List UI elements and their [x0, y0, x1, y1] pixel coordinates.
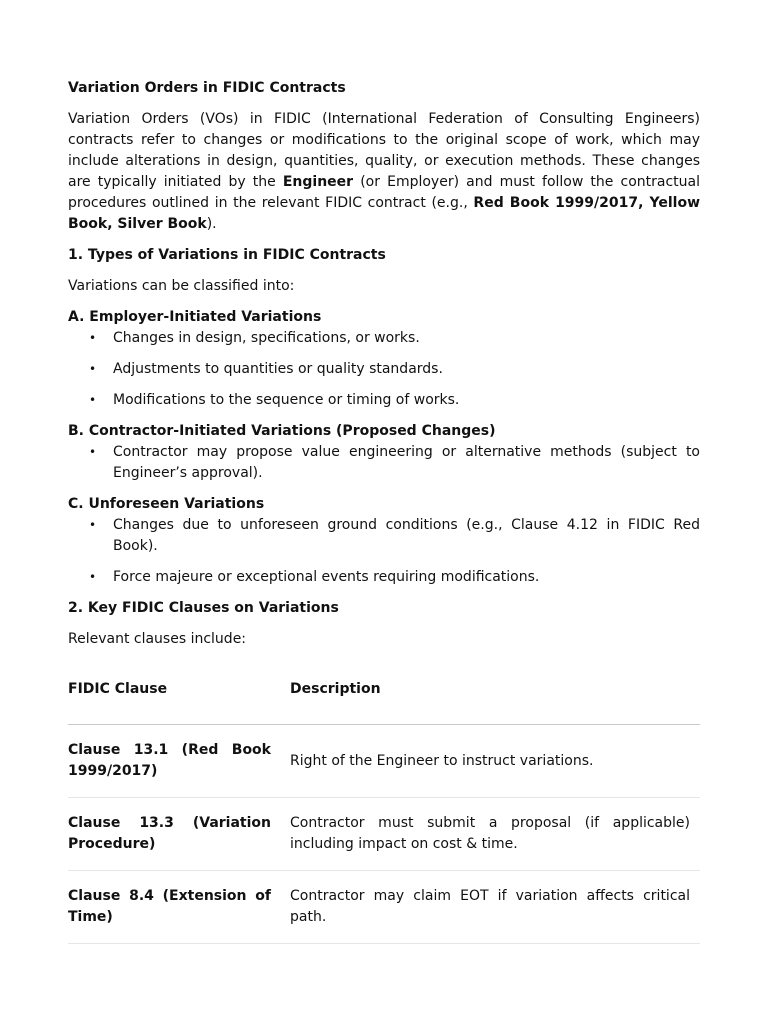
table-row: [68, 798, 700, 871]
list-item-text: Modifications to the sequence or timing of works.: [113, 392, 460, 408]
clause-cell: Clause 13.3 (Variation Procedure): [68, 798, 290, 871]
section-1-heading: 1. Types of Variations in FIDIC Contracts: [68, 247, 386, 263]
section-1-lead: Variations can be classified into:: [68, 278, 295, 294]
list-item-text: Contractor may propose value engineering or alternative methods (subject to Engineer’s approval).: [113, 444, 700, 481]
group-b-list: [68, 442, 700, 484]
document-page: [68, 78, 700, 944]
description-cell: Right of the Engineer to instruct variations.: [290, 725, 700, 798]
list-item: [68, 328, 700, 349]
clauses-table: [68, 664, 700, 944]
intro-bold-books: Red Book 1999/2017, Yellow Book, Silver Book: [68, 195, 700, 232]
bullet-icon: •: [89, 445, 97, 459]
intro-text-2: (or Employer) and must follow the contractual procedures outlined in the relevant FIDIC contract (e.g.,: [68, 174, 700, 211]
group-c-list: [68, 515, 700, 588]
list-item: [68, 442, 700, 484]
list-item-text: Adjustments to quantities or quality standards.: [113, 361, 443, 377]
bullet-icon: •: [89, 331, 97, 345]
group-c-heading: C. Unforeseen Variations: [68, 496, 265, 512]
group-a-list: [68, 328, 700, 411]
list-item: [68, 515, 700, 557]
list-item: [68, 567, 700, 588]
group-b-heading: B. Contractor-Initiated Variations (Proposed Changes): [68, 423, 496, 439]
clause-cell: Clause 13.1 (Red Book 1999/2017): [68, 725, 290, 798]
clause-cell: Clause 8.4 (Extension of Time): [68, 871, 290, 944]
table-row: [68, 871, 700, 944]
group-a-heading: A. Employer-Initiated Variations: [68, 309, 322, 325]
description-cell: Contractor must submit a proposal (if applicable) including impact on cost & time.: [290, 798, 700, 871]
table-header-row: [68, 664, 700, 725]
list-item-text: Changes due to unforeseen ground conditions (e.g., Clause 4.12 in FIDIC Red Book).: [113, 517, 700, 554]
list-item: [68, 359, 700, 380]
page-title: Variation Orders in FIDIC Contracts: [68, 80, 346, 96]
table-row: [68, 725, 700, 798]
list-item-text: Force majeure or exceptional events requiring modifications.: [113, 569, 540, 585]
description-cell: Contractor may claim EOT if variation affects critical path.: [290, 871, 700, 944]
column-header-clause: FIDIC Clause: [68, 664, 290, 725]
bullet-icon: •: [89, 518, 97, 532]
intro-paragraph: [68, 109, 700, 235]
intro-bold-engineer: Engineer: [282, 174, 354, 190]
bullet-icon: •: [89, 393, 97, 407]
section-2-lead: Relevant clauses include:: [68, 631, 247, 647]
list-item: [68, 390, 700, 411]
bullet-icon: •: [89, 362, 97, 376]
bullet-icon: •: [89, 570, 97, 584]
column-header-description: Description: [290, 664, 700, 725]
intro-text-3: ).: [206, 216, 217, 232]
list-item-text: Changes in design, specifications, or works.: [113, 330, 420, 346]
section-2-heading: 2. Key FIDIC Clauses on Variations: [68, 600, 339, 616]
intro-text-1: Variation Orders (VOs) in FIDIC (International Federation of Consulting Engineers) contracts refer to changes or modifications to the original scope of work, which may include alterations in design, quantities, quality, or execution methods. These changes are typically initiated by the: [68, 111, 700, 190]
